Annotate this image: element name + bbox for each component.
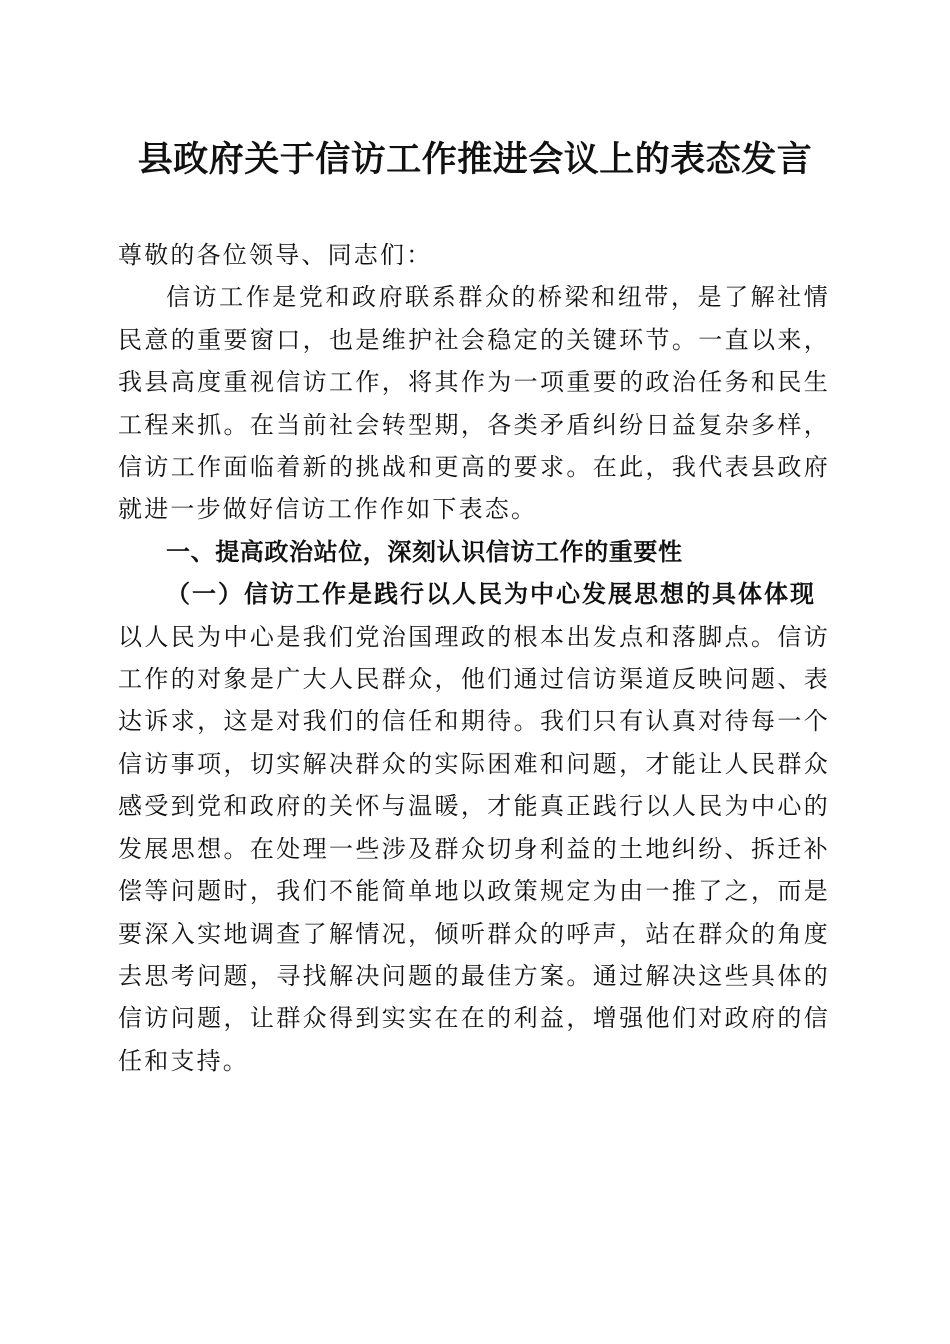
intro-paragraph: 信访工作是党和政府联系群众的桥梁和纽带，是了解社情民意的重要窗口，也是维护社会稳定的关键环节。一直以来，我县高度重视信访工作，将其作为一项重要的政治任务和民生工程来抓。在当前社会转型期，各类矛盾纠纷日益复杂多样，信访工作面临着新的挑战和更高的要求。在此，我代表县政府就进一步做好信访工作作如下表态。 bbox=[118, 283, 830, 524]
subsection-heading-1: （一）信访工作是践行以人民为中心发展思想的具体体现 bbox=[166, 579, 816, 609]
salutation: 尊敬的各位领导、同志们： bbox=[118, 241, 433, 269]
document-body bbox=[118, 234, 830, 1082]
section-heading-1: 一、提高政治站位，深刻认识信访工作的重要性 bbox=[166, 537, 683, 566]
subsection-paragraph-1: 以人民为中心是我们党治国理政的根本出发点和落脚点。信访工作的对象是广大人民群众，他们通过信访渠道反映问题、表达诉求，这是对我们的信任和期待。我们只有认真对待每一个信访事项，切实解决群众的实际困难和问题，才能让人民群众感受到党和政府的关怀与温暖，才能真正践行以人民为中心的发展思想。在处理一些涉及群众切身利益的土地纠纷、拆迁补偿等问题时，我们不能简单地以政策规定为由一推了之，而是要深入实地调查了解情况，倾听群众的呼声，站在群众的角度去思考问题，寻找解决问题的最佳方案。通过解决这些具体的信访问题，让群众得到实实在在的利益，增强他们对政府的信任和支持。 bbox=[118, 622, 830, 1075]
document-title: 县政府关于信访工作推进会议上的表态发言 bbox=[137, 140, 813, 180]
